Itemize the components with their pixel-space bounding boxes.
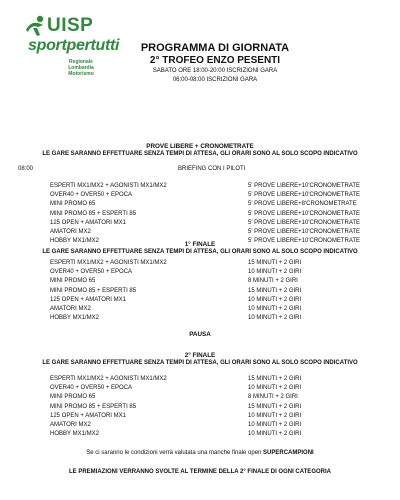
table-row (50, 296, 380, 305)
duration-cell: 10 MINUTI + 2 GIRI (248, 431, 302, 438)
category-cell: AMATORI MX2 (50, 422, 91, 428)
duration-cell: 10 MINUTI + 2 GIRI (248, 412, 302, 419)
briefing-text: BRIEFING CON I PILOTI (178, 166, 246, 172)
category-cell: ESPERTI MX1/MX2 + AGONISTI MX1/MX2 (50, 260, 167, 266)
table-row (50, 403, 380, 412)
table-row (50, 182, 380, 191)
category-cell: HOBBY MX1/MX2 (50, 431, 99, 438)
category-cell: 125 OPEN + AMATORI MX1 (50, 412, 126, 419)
table-row (50, 259, 380, 268)
duration-cell: 5' PROVE LIBERE+10'CRONOMETRATE (248, 238, 361, 245)
logo-word: UISP (47, 15, 94, 36)
awards-footer: LE PREMIAZIONI VERRANNO SVOLTE AL TERMINE DELLA 2° FINALE DI OGNI CATEGORIA (69, 469, 331, 475)
duration-cell: 5' PROVE LIBERE+10'CRONOMETRATE (248, 229, 361, 235)
section-warning-finale2: LE GARE SARANNO EFFETTUARE SENZA TEMPI DI ATTESA, GLI ORARI SONO AL SOLO SCOPO INDICATIVO (42, 360, 358, 366)
logo-region-line1: Regionale Lombardia (68, 59, 94, 71)
table-row (50, 219, 380, 228)
section-warning-finale1: LE GARE SARANNO EFFETTUARE SENZA TEMPI DI ATTESA, GLI ORARI SONO AL SOLO SCOPO INDICATIVO (42, 249, 358, 255)
category-cell: MINI PROMO 65 (50, 278, 96, 285)
table-row (50, 314, 380, 323)
category-cell: MINI PROMO 85 + ESPERTI 85 (50, 287, 137, 294)
section-title-finale1: 1° FINALE (184, 241, 216, 248)
category-cell: MINI PROMO 65 (50, 394, 96, 401)
duration-cell: 10 MINUTI + 2 GIRI (248, 269, 302, 276)
duration-cell: 8 MINUTI + 2 GIRI (248, 394, 298, 401)
duration-cell: 5' PROVE LIBERE+10'CRONOMETRATE (248, 210, 361, 217)
duration-cell: 15 MINUTI + 2 GIRI (248, 376, 302, 382)
duration-cell: 5' PROVE LIBERE+10'CRONOMETRATE (248, 219, 361, 226)
logo-subtitle: sportpertutti (28, 37, 120, 54)
table-row (50, 375, 380, 384)
category-cell: ESPERTI MX1/MX2 + AGONISTI MX1/MX2 (50, 376, 167, 382)
section-warning-prove: LE GARE SARANNO EFFETTUARE SENZA TEMPI DI ATTESA, GLI ORARI SONO AL SOLO SCOPO INDICATIVO (42, 151, 358, 157)
table-row (50, 384, 380, 393)
category-cell: AMATORI MX2 (50, 229, 91, 235)
category-cell: OVER40 + OVER50 + EPOCA (50, 385, 133, 392)
logo-region-line2: Motorismo (68, 71, 94, 77)
page-subtitle: 2° TROFEO ENZO PESENTI (149, 55, 281, 66)
category-cell: MINI PROMO 85 + ESPERTI 85 (50, 210, 137, 217)
duration-cell: 15 MINUTI + 2 GIRI (248, 260, 302, 266)
duration-cell: 10 MINUTI + 2 GIRI (248, 385, 302, 392)
category-cell: HOBBY MX1/MX2 (50, 315, 99, 322)
category-cell: MINI PROMO 65 (50, 201, 96, 208)
section-title-prove: PROVE LIBERE + CRONOMETRATE (146, 143, 254, 150)
table-row (50, 412, 380, 421)
page-title: PROGRAMMA DI GIORNATA (140, 42, 290, 54)
note-bold: SUPERCAMPIONI (263, 450, 314, 456)
duration-cell: 15 MINUTI + 2 GIRI (248, 287, 302, 294)
duration-cell: 10 MINUTI + 2 GIRI (248, 296, 302, 303)
table-row (50, 210, 380, 219)
table-row (50, 200, 380, 209)
category-cell: 125 OPEN + AMATORI MX1 (50, 296, 126, 303)
section-pausa: PAUSA (189, 331, 211, 338)
category-cell: ESPERTI MX1/MX2 + AGONISTI MX1/MX2 (50, 183, 167, 189)
duration-cell: 15 MINUTI + 2 GIRI (248, 403, 302, 410)
table-row (50, 191, 380, 200)
table-row (50, 421, 380, 430)
category-cell: OVER40 + OVER50 + EPOCA (50, 192, 133, 199)
table-row (50, 393, 380, 402)
duration-cell: 5' PROVE LIBERE+8'CRONOMETRATE (248, 201, 357, 208)
duration-cell: 10 MINUTI + 2 GIRI (248, 315, 302, 322)
section-title-finale2: 2° FINALE (184, 352, 216, 359)
table-row (50, 228, 380, 237)
category-cell: 125 OPEN + AMATORI MX1 (50, 219, 126, 226)
note-text: Se ci saranno le condizioni verrà valutata una manche finale open (86, 450, 264, 456)
supercampioni-note (0, 450, 400, 456)
duration-cell: 10 MINUTI + 2 GIRI (248, 306, 302, 312)
table-row (50, 305, 380, 314)
table-row (50, 430, 380, 439)
duration-cell: 5' PROVE LIBERE+10'CRONOMETRATE (248, 192, 361, 199)
duration-cell: 8 MINUTI + 2 GIRI (248, 278, 298, 285)
table-row (50, 287, 380, 296)
category-cell: AMATORI MX2 (50, 306, 91, 312)
table-row (50, 268, 380, 277)
duration-cell: 10 MINUTI + 2 GIRI (248, 422, 302, 428)
category-cell: OVER40 + OVER50 + EPOCA (50, 269, 133, 276)
duration-cell: 5' PROVE LIBERE+10'CRONOMETRATE (248, 183, 361, 189)
category-cell: MINI PROMO 85 + ESPERTI 85 (50, 403, 137, 410)
table-row (50, 277, 380, 286)
briefing-time: 08:00 (18, 166, 34, 172)
schedule-line-1: SABATO ORE 18:00-20:00 ISCRIZIONI GARA (152, 68, 278, 74)
page-header (95, 42, 335, 85)
runner-icon (24, 15, 48, 37)
briefing-row (18, 165, 378, 174)
schedule-line-2: 06:00-08:00 ISCRIZIONI GARA (172, 77, 258, 83)
category-cell: HOBBY MX1/MX2 (50, 238, 99, 245)
